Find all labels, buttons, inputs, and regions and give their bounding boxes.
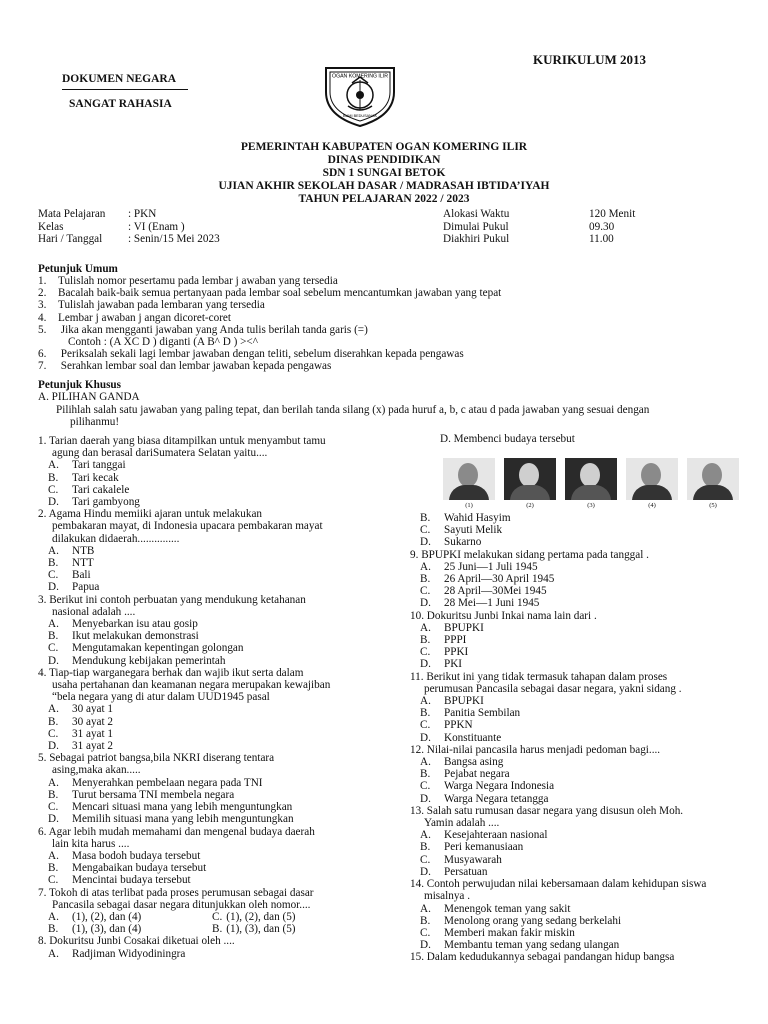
curriculum-label: KURIKULUM 2013	[533, 52, 647, 67]
option-text: NTT	[72, 557, 94, 570]
option-text: Tari kecak	[72, 471, 119, 484]
figure-captions	[443, 502, 739, 510]
info-label: Hari / Tanggal	[38, 233, 103, 245]
instruction-number: 6.	[38, 348, 47, 361]
document-classification: DOKUMEN NEGARA	[62, 73, 177, 85]
info-value: 11.00	[589, 233, 614, 245]
option-text: Mendukung kebijakan pemerintah	[72, 654, 226, 667]
option-letter: D.	[48, 581, 59, 594]
question-text: pembakaran mayat, di Indonesia upacara pembakaran mayat	[52, 520, 323, 533]
option-text: 30 ayat 2	[72, 715, 114, 728]
option-text: Mengutamakan kepentingan golongan	[72, 642, 244, 655]
figure-caption: (3)	[587, 502, 595, 509]
answer-option	[410, 573, 706, 585]
instruction-line: Pilihlah salah satu jawaban yang paling tepat, dan berilah tanda silang (x) pada huruf a, b, c atau d pada jawaban yang sesuai dengan	[56, 404, 650, 416]
instruction-item	[38, 299, 501, 311]
option-text: (1), (3), dan (4)	[72, 923, 142, 936]
answer-option	[38, 496, 330, 508]
info-label: Mata Pelajaran	[38, 208, 106, 220]
answer-option	[410, 634, 706, 646]
figure-photo-3	[565, 458, 617, 500]
option-text: (1), (2), dan (5)	[226, 910, 296, 923]
header-line-office: DINAS PENDIDIKAN	[327, 154, 441, 166]
option-letter: B.	[48, 788, 59, 801]
question-text: 8. Dokuritsu Junbi Cosakai diketuai oleh ....	[38, 935, 235, 948]
answer-option	[38, 581, 330, 593]
instruction-line: pilihanmu!	[70, 416, 120, 428]
instruction-item	[38, 312, 501, 324]
info-value: : Senin/15 Mei 2023	[128, 233, 220, 245]
answer-option	[38, 740, 330, 752]
answer-option	[38, 459, 330, 471]
option-letter: A.	[48, 910, 59, 923]
figure-caption: (5)	[709, 502, 717, 509]
option-text: 28 April—30Mei 1945	[444, 585, 547, 598]
option-text: PPPI	[444, 634, 467, 647]
figure-photo-4	[626, 458, 678, 500]
option-letter: D.	[420, 731, 431, 744]
answer-option	[410, 768, 706, 780]
question-text: 6. Agar lebih mudah memahami dan mengenal budaya daerah	[38, 825, 315, 838]
answer-option	[410, 829, 706, 841]
answer-option	[410, 915, 706, 927]
special-instructions-title: Petunjuk Khusus	[38, 379, 122, 391]
info-value: 09.30	[589, 220, 615, 233]
question-text: agung dan berasal dariSumatera Selatan yaitu....	[52, 447, 268, 460]
answer-option	[38, 777, 330, 789]
option-letter: A.	[48, 849, 59, 862]
option-text: PKI	[444, 658, 463, 671]
option-letter: A.	[420, 695, 431, 708]
question-text: 1. Tarian daerah yang biasa ditampilkan untuk menyambut tamu	[38, 435, 326, 447]
instruction-number: 1.	[38, 275, 47, 287]
info-label: Kelas	[38, 220, 64, 233]
question-text: Yamin adalah ....	[424, 817, 500, 830]
option-text: BPUPKI	[444, 621, 484, 634]
answer-option	[38, 630, 330, 642]
option-letter: C.	[48, 874, 59, 887]
option-text: Papua	[72, 581, 100, 594]
option-letter: B.	[420, 707, 431, 720]
question-text: “bela negara yang di atur dalam UUD1945 pasal	[52, 691, 270, 704]
info-label: Alokasi Waktu	[443, 208, 510, 220]
option-letter: C.	[420, 780, 431, 793]
logo-text: OGAN KOMERING ILIR	[332, 73, 388, 80]
instruction-item	[38, 287, 501, 299]
option-text: Peri kemanusiaan	[444, 841, 524, 854]
answer-option	[38, 618, 330, 630]
answer-option	[38, 484, 330, 496]
option-letter: C.	[420, 926, 431, 939]
instruction-item	[38, 324, 501, 336]
answer-option	[38, 874, 330, 886]
option-letter: A.	[420, 829, 431, 842]
option-letter: D.	[48, 813, 59, 826]
question-text: 9. BPUPKI melakukan sidang pertama pada tanggal .	[410, 548, 649, 561]
regency-crest-logo	[318, 58, 402, 128]
answer-option	[410, 793, 706, 805]
option-letter: D.	[48, 654, 59, 667]
instruction-text: Contoh : (A XC D ) diganti (A B^ D ) ><^	[68, 336, 258, 349]
option-text: Kesejahteraan nasional	[444, 829, 548, 842]
option-text: 31 ayat 2	[72, 740, 114, 753]
option-text: PPKI	[444, 646, 469, 659]
option-text: 25 Juni—1 Juli 1945	[444, 560, 538, 573]
option-text: Warga Negara tetangga	[444, 792, 549, 805]
instruction-number: 5.	[38, 323, 47, 336]
header-line-year: TAHUN PELAJARAN 2022 / 2023	[298, 193, 470, 205]
instruction-text: Lembar j awaban j angan dicoret-coret	[58, 311, 232, 324]
option-letter: D.	[420, 536, 431, 549]
figure-photo-2	[504, 458, 556, 500]
option-letter: C.	[212, 910, 223, 923]
option-text: Persatuan	[444, 865, 488, 878]
instruction-number: 2.	[38, 287, 47, 300]
option-text: Mengabaikan budaya tersebut	[72, 862, 207, 875]
instruction-text: Tulislah nomor pesertamu pada lembar j awaban yang tersedia	[58, 275, 338, 287]
instruction-text: Serahkan lembar soal dan lembar jawaban kepada pengawas	[58, 360, 332, 373]
answer-option	[410, 512, 706, 524]
option-text: Mencari situasi mana yang lebih menguntungkan	[72, 801, 293, 814]
option-letter: D.	[420, 658, 431, 671]
answer-option	[410, 903, 706, 915]
general-instructions-list	[38, 275, 501, 373]
exam-header	[0, 141, 768, 206]
answer-option	[410, 719, 706, 731]
instruction-text: Periksalah sekali lagi lembar jawaban dengan teliti, sebelum diserahkan kepada pengawas	[58, 348, 464, 361]
option-letter: C.	[48, 801, 59, 814]
answer-option-pair	[38, 923, 330, 935]
option-letter: D.	[420, 865, 431, 878]
option-letter: B.	[48, 557, 59, 570]
option-text: Menyerahkan pembelaan negara pada TNI	[72, 776, 263, 789]
option-letter: D.	[420, 939, 431, 952]
answer-option	[410, 622, 706, 634]
question-text: 7. Tokoh di atas terlibat pada proses perumusan sebagai dasar	[38, 886, 314, 899]
question-text: nasional adalah ....	[52, 605, 136, 618]
option-letter: B.	[420, 841, 431, 854]
option-letter: B.	[48, 715, 59, 728]
answer-option	[410, 646, 706, 658]
header-line-exam: UJIAN AKHIR SEKOLAH DASAR / MADRASAH IBTIDA’IYAH	[218, 180, 550, 192]
option-letter: A.	[420, 560, 431, 573]
answer-option	[38, 703, 330, 715]
question-text: 5. Sebagai patriot bangsa,bila NKRI diserang tentara	[38, 752, 275, 765]
figure-photo-1	[443, 458, 495, 500]
option-letter: C.	[420, 585, 431, 598]
option-letter: A.	[420, 621, 431, 634]
info-value: 120 Menit	[589, 208, 636, 220]
figure-caption: (1)	[465, 502, 473, 509]
option-letter: A.	[48, 947, 59, 960]
answer-option	[410, 732, 706, 744]
figures-photo-row	[443, 458, 739, 500]
option-text: PPKN	[444, 719, 473, 732]
instruction-text: Tulislah jawaban pada lembaran yang tersedia	[58, 299, 265, 312]
question-text: asing,maka akan.....	[52, 764, 141, 777]
exam-info-left	[38, 208, 220, 246]
answer-option	[410, 927, 706, 939]
option-text: Menyebarkan isu atau gosip	[72, 618, 198, 631]
general-instructions-title: Petunjuk Umum	[38, 263, 118, 275]
option-text: (1), (2), dan (4)	[72, 910, 142, 923]
instruction-item	[38, 360, 501, 372]
option-text: Bangsa asing	[444, 756, 504, 769]
option-text: Tari cakalele	[72, 483, 130, 496]
answer-option	[38, 545, 330, 557]
question-text: 12. Nilai-nilai pancasila harus menjadi pedoman bagi....	[410, 743, 661, 756]
option-text: Radjiman Widyodiningra	[72, 947, 186, 960]
section-multiple-choice: A. PILIHAN GANDA	[38, 391, 140, 403]
option-letter: A.	[420, 756, 431, 769]
option-letter: A.	[48, 459, 59, 472]
question-option: D. Membenci budaya tersebut	[440, 433, 575, 445]
instruction-text: Jika akan mengganti jawaban yang Anda tulis berilah tanda garis (=)	[58, 323, 368, 336]
option-text: Wahid Hasyim	[444, 512, 511, 524]
instruction-number: 7.	[38, 360, 47, 373]
option-text: Sukarno	[444, 536, 482, 549]
question-text: 4. Tiap-tiap warganegara berhak dan wajib ikut serta dalam	[38, 666, 304, 679]
answer-option	[38, 948, 330, 960]
answer-option	[410, 939, 706, 951]
option-text: 30 ayat 1	[72, 703, 114, 716]
option-letter: C.	[48, 727, 59, 740]
option-text: Bali	[72, 569, 91, 582]
option-letter: B.	[420, 634, 431, 647]
question-text: perumusan Pancasila sebagai dasar negara, yakni sidang .	[424, 682, 682, 695]
option-letter: A.	[48, 544, 59, 557]
option-text: (1), (3), dan (5)	[226, 923, 296, 936]
option-text: BPUPKI	[444, 695, 484, 708]
question-text: 14. Contoh perwujudan nilai kebersamaan dalam kehidupan siswa	[410, 878, 707, 891]
answer-option	[410, 536, 706, 548]
option-text: Sayuti Melik	[444, 524, 503, 537]
answer-option	[38, 789, 330, 801]
questions-right-column	[410, 512, 706, 964]
option-text: Tari gambyong	[72, 496, 140, 509]
answer-option	[38, 801, 330, 813]
instruction-item	[38, 348, 501, 360]
answer-option	[410, 658, 706, 670]
answer-option	[410, 561, 706, 573]
option-letter: C.	[48, 569, 59, 582]
option-text: Konstituante	[444, 731, 502, 744]
instruction-number: 3.	[38, 299, 47, 312]
divider	[62, 89, 188, 90]
answer-option	[410, 854, 706, 866]
option-text: Menolong orang yang sedang berkelahi	[444, 914, 622, 927]
secrecy-label: SANGAT RAHASIA	[69, 98, 172, 110]
question-text: Pancasila sebagai dasar negara ditunjukkan oleh nomor....	[52, 898, 311, 911]
option-letter: C.	[48, 483, 59, 496]
option-letter: B.	[48, 630, 59, 643]
option-letter: B.	[48, 862, 59, 875]
option-letter: C.	[420, 646, 431, 659]
answer-option	[38, 557, 330, 569]
option-letter: B.	[48, 923, 59, 936]
answer-option	[38, 642, 330, 654]
option-letter: D.	[420, 792, 431, 805]
option-letter: C.	[420, 853, 431, 866]
answer-option	[38, 850, 330, 862]
questions-left-column	[38, 435, 330, 960]
option-letter: B.	[420, 914, 431, 927]
question-text: 10. Dokuritsu Junbi Inkai nama lain dari .	[410, 609, 597, 622]
answer-option	[410, 841, 706, 853]
question-text: misalnya .	[424, 890, 470, 903]
answer-option	[410, 756, 706, 768]
answer-option	[410, 524, 706, 536]
question-text: 11. Berikut ini yang tidak termasuk tahapan dalam proses	[410, 670, 668, 683]
question-text: 13. Salah satu rumusan dasar negara yang disusun oleh Moh.	[410, 804, 684, 817]
figure-photo-5	[687, 458, 739, 500]
option-text: Memilih situasi mana yang lebih menguntungkan	[72, 813, 294, 826]
option-text: NTB	[72, 544, 95, 557]
instruction-number: 4.	[38, 311, 47, 324]
option-letter: A.	[48, 618, 59, 631]
option-letter: A.	[420, 902, 431, 915]
answer-option	[410, 866, 706, 878]
option-letter: A.	[48, 776, 59, 789]
answer-option	[410, 707, 706, 719]
question-text: lain kita harus ....	[52, 837, 130, 850]
option-letter: D.	[48, 740, 59, 753]
info-value: : VI (Enam )	[128, 220, 185, 233]
answer-option	[38, 862, 330, 874]
answer-option	[410, 780, 706, 792]
question-text: 15. Dalam kedudukannya sebagai pandangan hidup bangsa	[410, 951, 675, 964]
answer-option	[410, 597, 706, 609]
answer-option-pair	[38, 911, 330, 923]
option-letter: B.	[420, 768, 431, 781]
option-text: Mencintai budaya tersebut	[72, 874, 191, 887]
answer-option	[410, 585, 706, 597]
option-text: 26 April—30 April 1945	[444, 573, 555, 586]
answer-option	[38, 728, 330, 740]
option-text: Tari tanggai	[72, 459, 126, 472]
option-text: Musyawarah	[444, 853, 502, 866]
option-letter: C.	[48, 642, 59, 655]
answer-option	[38, 569, 330, 581]
option-text: Masa bodoh budaya tersebut	[72, 849, 201, 862]
option-letter: B.	[420, 573, 431, 586]
question-text: 2. Agama Hindu memiiki ajaran untuk melakukan	[38, 508, 263, 521]
option-letter: B.	[212, 923, 223, 936]
answer-option	[410, 695, 706, 707]
figure-caption: (4)	[648, 502, 656, 509]
exam-info-right	[443, 208, 635, 246]
option-text: Memberi makan fakir miskin	[444, 926, 575, 939]
option-text: Membantu teman yang sedang ulangan	[444, 939, 620, 952]
option-letter: B.	[48, 471, 59, 484]
option-text: Warga Negara Indonesia	[444, 780, 555, 793]
header-line-school: SDN 1 SUNGAI BETOK	[322, 167, 446, 179]
instruction-text: Bacalah baik-baik semua pertanyaan pada lembar soal sebelum mencantumkan jawaban yang tepat	[58, 287, 502, 300]
option-letter: D.	[48, 496, 59, 509]
info-label: Dimulai Pukul	[443, 220, 509, 233]
answer-option	[38, 472, 330, 484]
option-text: 28 Mei—1 Juni 1945	[444, 597, 540, 610]
header-line-government: PEMERINTAH KABUPATEN OGAN KOMERING ILIR	[240, 141, 528, 153]
figure-caption: (2)	[526, 502, 534, 509]
instruction-item	[38, 336, 501, 348]
option-letter: D.	[420, 597, 431, 610]
option-text: Pejabat negara	[444, 768, 510, 781]
answer-option	[38, 655, 330, 667]
option-letter: B.	[420, 512, 431, 524]
question-text: usaha pertahanan dan keamanan negara merupakan kewajiban	[52, 679, 331, 692]
answer-option	[38, 716, 330, 728]
logo-motto: BUMI BEDUSANAK	[343, 114, 377, 118]
option-text: Turut bersama TNI membela negara	[72, 788, 235, 801]
info-label: Diakhiri Pukul	[443, 233, 510, 245]
answer-option	[38, 813, 330, 825]
instruction-item	[38, 275, 501, 287]
option-letter: C.	[420, 524, 431, 537]
option-text: Menengok teman yang sakit	[444, 902, 571, 915]
question-text: dilakukan didaerah...............	[52, 532, 180, 545]
option-text: Ikut melakukan demonstrasi	[72, 630, 199, 643]
option-text: Panitia Sembilan	[444, 707, 521, 720]
option-text: 31 ayat 1	[72, 727, 114, 740]
option-letter: A.	[48, 703, 59, 716]
question-text: 3. Berikut ini contoh perbuatan yang mendukung ketahanan	[38, 593, 306, 606]
info-value: : PKN	[128, 208, 157, 220]
option-letter: C.	[420, 719, 431, 732]
